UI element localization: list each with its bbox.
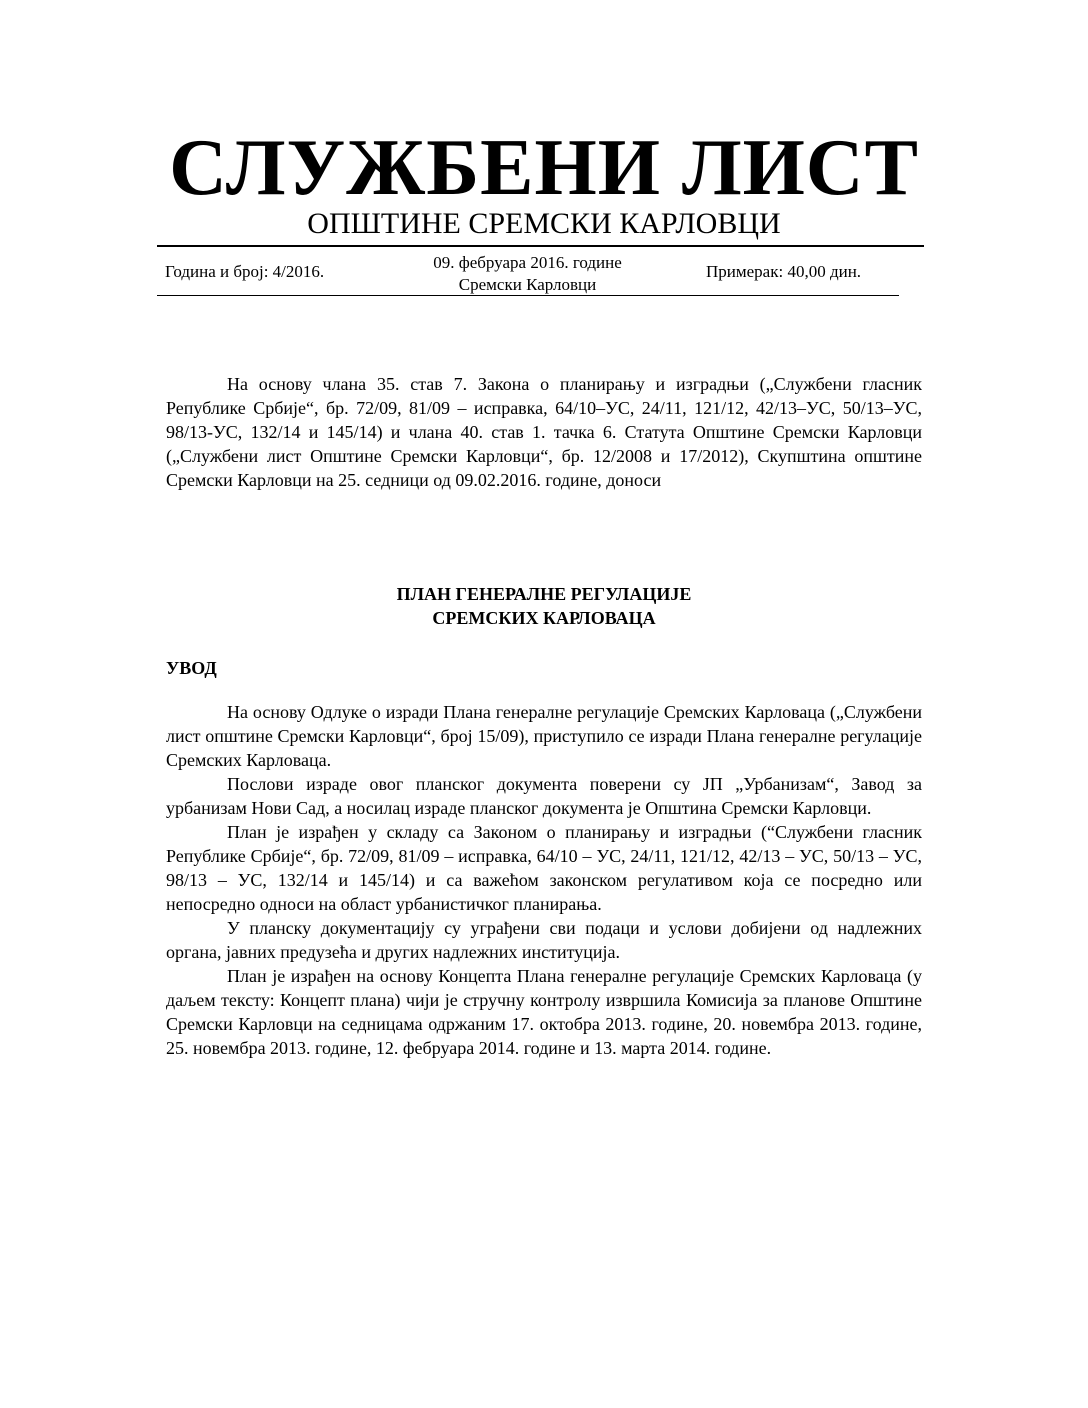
masthead-subtitle: ОПШТИНЕ СРЕМСКИ КАРЛОВЦИ [307, 207, 781, 240]
intro-body [166, 700, 922, 1060]
intro-paragraph-4: У планску документацију су уграђени сви подаци и услови добијени од надлежних органа, јавних предузећа и других надлежних институција. [166, 918, 922, 962]
header-rule-top [157, 245, 924, 247]
issue-number: Година и број: 4/2016. [165, 262, 325, 281]
masthead-title: СЛУЖБЕНИ ЛИСТ [169, 124, 919, 212]
issue-date-place [385, 252, 670, 296]
preamble-paragraph: На основу члана 35. став 7. Закона о планирању и изградњи („Службени гласник Републике Србије“, бр. 72/09, 81/09 – исправка, 64/10–УС, 24/11, 121/12, 42/13–УС, 50/13–УС, 98/13-УС, 132/14 и 145/14) и члана 40. став 1. тачка 6. Статута Општине Сремски Карловци („Службени лист Општине Сремски Карловци“, бр. 12/2008 и 17/2012), Скупштина општине Сремски Карловци на 25. седници од 09.02.2016. године, доноси [166, 374, 922, 490]
section-heading-intro: УВОД [166, 658, 217, 678]
issue-place: Сремски Карловци [458, 275, 597, 294]
plan-title-line-1: ПЛАН ГЕНЕРАЛНЕ РЕГУЛАЦИЈЕ [396, 584, 692, 604]
intro-paragraph-2: Послови израде овог планског документа поверени су ЈП „Урбанизам“, Завод за урбанизам Нови Сад, а носилац израде планског документа је Општина Сремски Карловци. [166, 774, 922, 818]
header-rule-bottom [157, 295, 899, 296]
issue-price: Примерак: 40,00 дин. [706, 262, 862, 281]
intro-paragraph-3: План је израђен у складу са Законом о планирању и изградњи (“Службени гласник Републике Србије“, бр. 72/09, 81/09 – исправка, 64/10 – УС, 24/11, 121/12, 42/13 – УС, 50/13 – УС, 98/13 – УС, 132/14 и 145/14) и са важећом законском регулативом која се посредно или непосредно односи на област урбанистичког планирања. [166, 822, 922, 914]
intro-paragraph-5: План је израђен на основу Концепта Плана генералне регулације Сремских Карловаца (у даљем тексту: Концепт плана) чији је стручну контролу извршила Комисија за планове Општине Сремски Карловци на седницама одржаним 17. октобра 2013. године, 20. новембра 2013. године, 25. новембра 2013. године, 12. фебруара 2014. године и 13. марта 2014. године. [166, 966, 922, 1058]
plan-title-line-2: СРЕМСКИХ КАРЛОВАЦА [432, 608, 656, 628]
plan-title [0, 582, 1088, 630]
issue-date: 09. фебруара 2016. године [433, 253, 622, 272]
preamble [166, 372, 922, 492]
intro-paragraph-1: На основу Одлуке о изради Плана генералне регулације Сремских Карловаца („Службени лист општине Сремски Карловци“, број 15/09), приступило се изради Плана генералне регулације Сремских Карловаца. [166, 702, 922, 770]
